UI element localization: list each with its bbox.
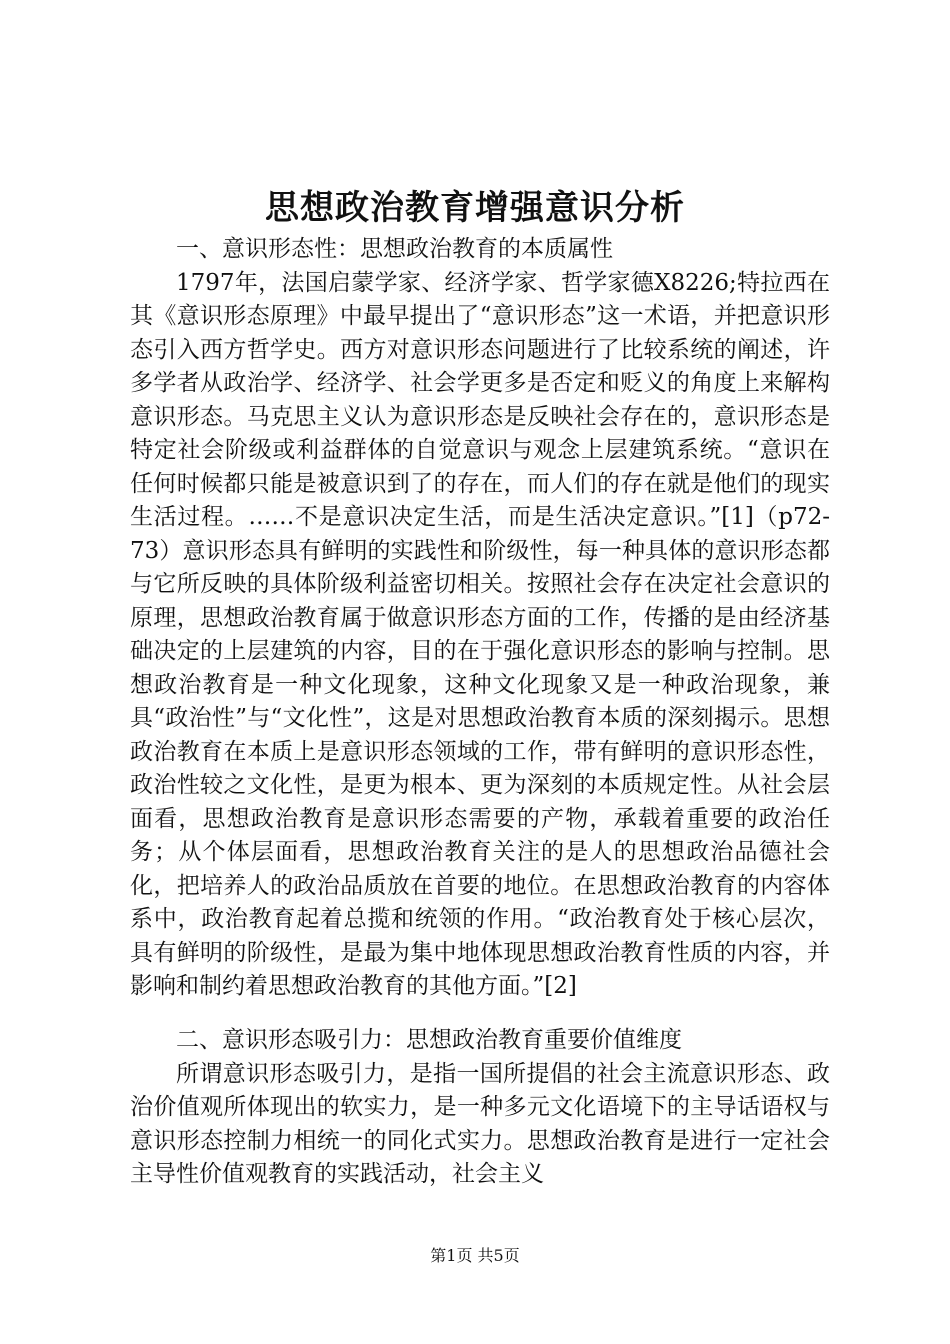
section-heading: 一、意识形态性：思想政治教育的本质属性 <box>176 236 613 262</box>
page-footer: 第1页 共5页 <box>430 1246 520 1265</box>
section-paragraph: 1797年，法国启蒙学家、经济学家、哲学家德X8226;特拉西在其《意识形态原理》中最早提出了“意识形态”这一术语，并把意识形态引入西方哲学史。西方对意识形态问题进行了比较系统的阐述，许多学者从政治学、经济学、社会学更多是否定和贬义的角度上来解构意识形态。马克思主义认为意识形态是反映社会存在的，意识形态是特定社会阶级或利益群体的自觉意识与观念上层建筑系统。“意识在任何时候都只能是被意识到了的存在，而人们的存在就是他们的现实生活过程。……不是意识决定生活，而是生活决定意识。”[1]（p72-73）意识形态具有鲜明的实践性和阶级性，每一种具体的意识形态都与它所反映的具体阶级利益密切相关。按照社会存在决定社会意识的原理，思想政治教育属于做意识形态方面的工作，传播的是由经济基础决定的上层建筑的内容，目的在于强化意识形态的影响与控制。思想政治教育是一种文化现象，这种文化现象又是一种政治现象，兼具“政治性”与“文化性”，这是对思想政治教育本质的深刻揭示。思想政治教育在本质上是意识形态领域的工作，带有鲜明的意识形态性，政治性较之文化性，是更为根本、更为深刻的本质规定性。从社会层面看，思想政治教育是意识形态需要的产物，承载着重要的政治任务；从个体层面看，思想政治教育关注的是人的思想政治品德社会化，把培养人的政治品质放在首要的地位。在思想政治教育的内容体系中，政治教育起着总揽和统领的作用。“政治教育处于核心层次，具有鲜明的阶级性，是最为集中地体现思想政治教育性质的内容，并影响和制约着思想政治教育的其他方面。”[2] <box>130 269 830 999</box>
section-1 <box>130 233 830 1004</box>
section-paragraph: 所谓意识形态吸引力，是指一国所提倡的社会主流意识形态、政治价值观所体现出的软实力，是一种多元文化语境下的主导话语权与意识形态控制力相统一的同化式实力。思想政治教育是进行一定社会主导性价值观教育的实践活动，社会主义 <box>130 1060 830 1187</box>
document-title: 思想政治教育增强意识分析 <box>265 188 685 228</box>
section-heading: 二、意识形态吸引力：思想政治教育重要价值维度 <box>176 1027 682 1053</box>
section-2 <box>130 1024 830 1192</box>
